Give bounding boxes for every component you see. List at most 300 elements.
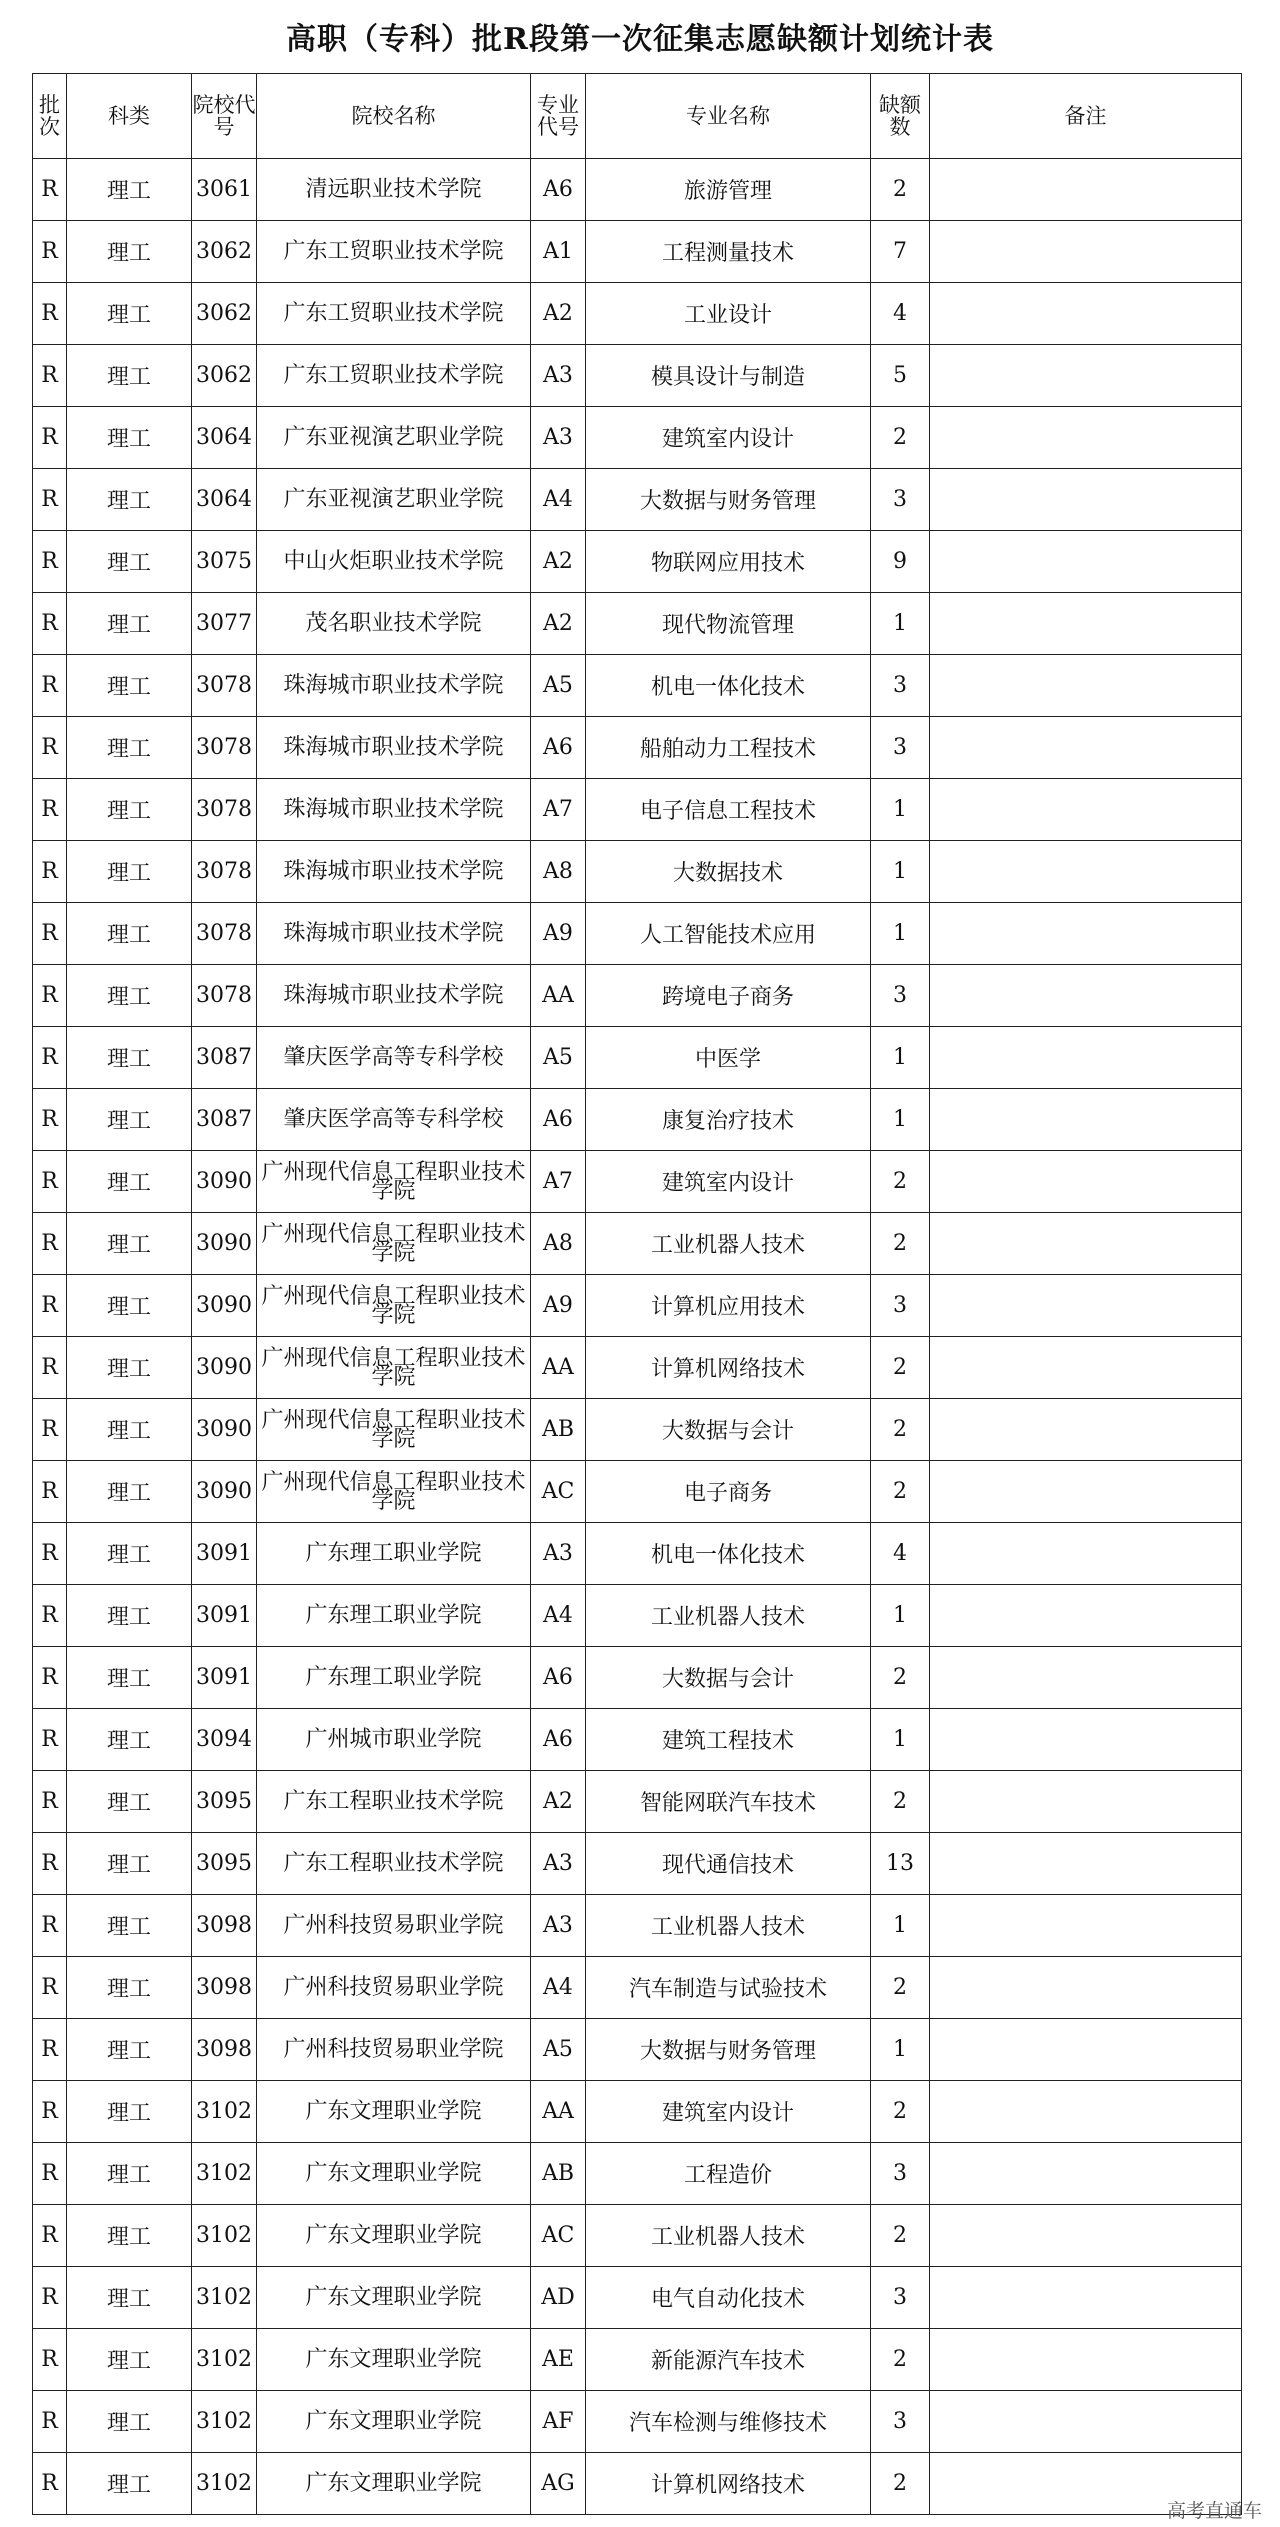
major-code-cell: AA [531, 965, 586, 1027]
batch-cell: R [33, 159, 67, 221]
school-code-cell: 3102 [192, 2391, 257, 2453]
school-name-cell: 珠海城市职业技术学院 [257, 903, 531, 965]
school-name-cell: 广东文理职业学院 [257, 2391, 531, 2453]
school-name-cell: 广东亚视演艺职业学院 [257, 407, 531, 469]
table-row [33, 1027, 1242, 1089]
vacancy-cell: 3 [871, 1275, 930, 1337]
major-name-cell: 智能网联汽车技术 [586, 1771, 871, 1833]
table-header-row [33, 74, 1242, 159]
batch-cell: R [33, 717, 67, 779]
category-cell: 理工 [67, 965, 192, 1027]
table-row [33, 2329, 1242, 2391]
major-name-cell: 工业机器人技术 [586, 2205, 871, 2267]
school-name-cell: 广东工贸职业技术学院 [257, 345, 531, 407]
major-code-cell: A3 [531, 1523, 586, 1585]
major-code-cell: A7 [531, 1151, 586, 1213]
remarks-cell [930, 1089, 1242, 1151]
batch-cell: R [33, 1275, 67, 1337]
school-name-cell: 广州现代信息工程职业技术学院 [257, 1461, 531, 1523]
table-row [33, 283, 1242, 345]
remarks-cell [930, 531, 1242, 593]
table-row [33, 779, 1242, 841]
remarks-cell [930, 655, 1242, 717]
table-row [33, 469, 1242, 531]
remarks-cell [930, 283, 1242, 345]
vacancy-cell: 7 [871, 221, 930, 283]
school-code-cell: 3091 [192, 1523, 257, 1585]
batch-cell: R [33, 1523, 67, 1585]
vacancy-cell: 3 [871, 2143, 930, 2205]
major-name-cell: 模具设计与制造 [586, 345, 871, 407]
batch-cell: R [33, 1771, 67, 1833]
major-code-cell: A1 [531, 221, 586, 283]
batch-cell: R [33, 1027, 67, 1089]
table-row [33, 965, 1242, 1027]
vacancy-cell: 2 [871, 159, 930, 221]
school-name-cell: 广州现代信息工程职业技术学院 [257, 1213, 531, 1275]
remarks-cell [930, 1337, 1242, 1399]
category-cell: 理工 [67, 593, 192, 655]
table-row [33, 593, 1242, 655]
table-row [33, 2391, 1242, 2453]
batch-cell: R [33, 1709, 67, 1771]
school-code-cell: 3094 [192, 1709, 257, 1771]
major-name-cell: 汽车制造与试验技术 [586, 1957, 871, 2019]
category-cell: 理工 [67, 2143, 192, 2205]
school-code-cell: 3075 [192, 531, 257, 593]
school-code-cell: 3102 [192, 2143, 257, 2205]
major-code-cell: A4 [531, 1585, 586, 1647]
vacancy-cell: 1 [871, 1895, 930, 1957]
vacancy-cell: 13 [871, 1833, 930, 1895]
table-row [33, 1213, 1242, 1275]
remarks-cell [930, 1895, 1242, 1957]
header-school-name: 院校名称 [257, 74, 531, 159]
major-code-cell: A2 [531, 593, 586, 655]
school-name-cell: 广东亚视演艺职业学院 [257, 469, 531, 531]
school-name-cell: 肇庆医学高等专科学校 [257, 1027, 531, 1089]
batch-cell: R [33, 2205, 67, 2267]
major-name-cell: 现代物流管理 [586, 593, 871, 655]
vacancy-cell: 3 [871, 655, 930, 717]
major-name-cell: 电子商务 [586, 1461, 871, 1523]
major-name-cell: 建筑室内设计 [586, 407, 871, 469]
major-code-cell: A6 [531, 717, 586, 779]
school-code-cell: 3064 [192, 407, 257, 469]
major-code-cell: AC [531, 2205, 586, 2267]
major-name-cell: 工程测量技术 [586, 221, 871, 283]
school-code-cell: 3078 [192, 903, 257, 965]
vacancy-cell: 4 [871, 1523, 930, 1585]
category-cell: 理工 [67, 407, 192, 469]
school-code-cell: 3098 [192, 2019, 257, 2081]
batch-cell: R [33, 779, 67, 841]
school-code-cell: 3090 [192, 1461, 257, 1523]
category-cell: 理工 [67, 2391, 192, 2453]
school-code-cell: 3090 [192, 1151, 257, 1213]
category-cell: 理工 [67, 1833, 192, 1895]
vacancy-cell: 2 [871, 2329, 930, 2391]
category-cell: 理工 [67, 469, 192, 531]
major-code-cell: A6 [531, 1709, 586, 1771]
remarks-cell [930, 1151, 1242, 1213]
school-name-cell: 广州科技贸易职业学院 [257, 1895, 531, 1957]
table-row [33, 407, 1242, 469]
school-name-cell: 广东文理职业学院 [257, 2205, 531, 2267]
major-code-cell: A7 [531, 779, 586, 841]
school-name-cell: 广东文理职业学院 [257, 2329, 531, 2391]
school-name-cell: 广东工贸职业技术学院 [257, 283, 531, 345]
major-name-cell: 大数据与财务管理 [586, 469, 871, 531]
vacancy-cell: 1 [871, 2019, 930, 2081]
category-cell: 理工 [67, 655, 192, 717]
remarks-cell [930, 1647, 1242, 1709]
remarks-cell [930, 2143, 1242, 2205]
major-name-cell: 机电一体化技术 [586, 1523, 871, 1585]
vacancy-cell: 1 [871, 779, 930, 841]
vacancy-cell: 2 [871, 2081, 930, 2143]
vacancy-cell: 2 [871, 1647, 930, 1709]
school-code-cell: 3061 [192, 159, 257, 221]
vacancy-cell: 3 [871, 469, 930, 531]
remarks-cell [930, 221, 1242, 283]
table-row [33, 903, 1242, 965]
major-code-cell: A2 [531, 283, 586, 345]
school-name-cell: 珠海城市职业技术学院 [257, 655, 531, 717]
category-cell: 理工 [67, 159, 192, 221]
table-row [33, 1709, 1242, 1771]
remarks-cell [930, 1213, 1242, 1275]
remarks-cell [930, 965, 1242, 1027]
school-code-cell: 3078 [192, 841, 257, 903]
watermark: 高考直通车 [1166, 2500, 1262, 2522]
major-name-cell: 人工智能技术应用 [586, 903, 871, 965]
table-row [33, 1833, 1242, 1895]
school-name-cell: 广州现代信息工程职业技术学院 [257, 1275, 531, 1337]
school-code-cell: 3064 [192, 469, 257, 531]
school-code-cell: 3095 [192, 1771, 257, 1833]
batch-cell: R [33, 841, 67, 903]
table-row [33, 2453, 1242, 2515]
batch-cell: R [33, 407, 67, 469]
school-code-cell: 3091 [192, 1585, 257, 1647]
school-code-cell: 3090 [192, 1337, 257, 1399]
vacancy-cell: 1 [871, 1585, 930, 1647]
school-code-cell: 3062 [192, 345, 257, 407]
major-code-cell: A4 [531, 469, 586, 531]
school-code-cell: 3090 [192, 1213, 257, 1275]
vacancy-cell: 9 [871, 531, 930, 593]
batch-cell: R [33, 2329, 67, 2391]
remarks-cell [930, 717, 1242, 779]
batch-cell: R [33, 1895, 67, 1957]
remarks-cell [930, 345, 1242, 407]
major-name-cell: 新能源汽车技术 [586, 2329, 871, 2391]
major-name-cell: 计算机网络技术 [586, 1337, 871, 1399]
category-cell: 理工 [67, 1523, 192, 1585]
remarks-cell [930, 1027, 1242, 1089]
major-name-cell: 建筑室内设计 [586, 1151, 871, 1213]
school-name-cell: 广东文理职业学院 [257, 2453, 531, 2515]
batch-cell: R [33, 2267, 67, 2329]
major-code-cell: A3 [531, 407, 586, 469]
table-row [33, 1523, 1242, 1585]
school-name-cell: 广东工程职业技术学院 [257, 1833, 531, 1895]
major-name-cell: 康复治疗技术 [586, 1089, 871, 1151]
major-code-cell: AA [531, 1337, 586, 1399]
batch-cell: R [33, 1399, 67, 1461]
batch-cell: R [33, 593, 67, 655]
major-name-cell: 船舶动力工程技术 [586, 717, 871, 779]
batch-cell: R [33, 1213, 67, 1275]
batch-cell: R [33, 903, 67, 965]
school-name-cell: 广东文理职业学院 [257, 2081, 531, 2143]
table-row [33, 1585, 1242, 1647]
school-name-cell: 广州现代信息工程职业技术学院 [257, 1151, 531, 1213]
school-name-cell: 珠海城市职业技术学院 [257, 965, 531, 1027]
major-code-cell: A9 [531, 903, 586, 965]
batch-cell: R [33, 283, 67, 345]
major-name-cell: 大数据技术 [586, 841, 871, 903]
remarks-cell [930, 1709, 1242, 1771]
category-cell: 理工 [67, 1151, 192, 1213]
table-row [33, 655, 1242, 717]
table-row [33, 1399, 1242, 1461]
school-code-cell: 3102 [192, 2205, 257, 2267]
major-code-cell: AF [531, 2391, 586, 2453]
major-name-cell: 跨境电子商务 [586, 965, 871, 1027]
major-code-cell: A5 [531, 1027, 586, 1089]
major-code-cell: A9 [531, 1275, 586, 1337]
vacancy-cell: 3 [871, 965, 930, 1027]
vacancy-cell: 1 [871, 903, 930, 965]
remarks-cell [930, 779, 1242, 841]
table-row [33, 1895, 1242, 1957]
category-cell: 理工 [67, 1275, 192, 1337]
school-code-cell: 3102 [192, 2453, 257, 2515]
vacancy-cell: 1 [871, 593, 930, 655]
school-name-cell: 广州科技贸易职业学院 [257, 1957, 531, 2019]
vacancy-cell: 2 [871, 1213, 930, 1275]
major-code-cell: A3 [531, 1895, 586, 1957]
school-code-cell: 3095 [192, 1833, 257, 1895]
category-cell: 理工 [67, 1957, 192, 2019]
remarks-cell [930, 1771, 1242, 1833]
major-name-cell: 建筑工程技术 [586, 1709, 871, 1771]
remarks-cell [930, 2205, 1242, 2267]
batch-cell: R [33, 2081, 67, 2143]
major-code-cell: AD [531, 2267, 586, 2329]
school-code-cell: 3090 [192, 1275, 257, 1337]
batch-cell: R [33, 1461, 67, 1523]
major-name-cell: 计算机网络技术 [586, 2453, 871, 2515]
category-cell: 理工 [67, 1709, 192, 1771]
category-cell: 理工 [67, 283, 192, 345]
category-cell: 理工 [67, 221, 192, 283]
major-name-cell: 工业机器人技术 [586, 1585, 871, 1647]
vacancy-cell: 2 [871, 1151, 930, 1213]
batch-cell: R [33, 345, 67, 407]
category-cell: 理工 [67, 1213, 192, 1275]
remarks-cell [930, 1461, 1242, 1523]
school-code-cell: 3062 [192, 283, 257, 345]
batch-cell: R [33, 1585, 67, 1647]
vacancy-cell: 1 [871, 1709, 930, 1771]
school-name-cell: 清远职业技术学院 [257, 159, 531, 221]
vacancy-cell: 2 [871, 1771, 930, 1833]
vacancy-cell: 3 [871, 717, 930, 779]
batch-cell: R [33, 2391, 67, 2453]
major-code-cell: A6 [531, 1647, 586, 1709]
major-name-cell: 工业机器人技术 [586, 1213, 871, 1275]
table-row [33, 2019, 1242, 2081]
batch-cell: R [33, 1957, 67, 2019]
remarks-cell [930, 469, 1242, 531]
major-name-cell: 汽车检测与维修技术 [586, 2391, 871, 2453]
vacancy-cell: 2 [871, 1337, 930, 1399]
remarks-cell [930, 407, 1242, 469]
major-code-cell: A3 [531, 345, 586, 407]
major-code-cell: A5 [531, 2019, 586, 2081]
school-code-cell: 3087 [192, 1027, 257, 1089]
category-cell: 理工 [67, 2019, 192, 2081]
vacancy-cell: 2 [871, 1461, 930, 1523]
category-cell: 理工 [67, 779, 192, 841]
school-name-cell: 广东文理职业学院 [257, 2143, 531, 2205]
table-row [33, 1151, 1242, 1213]
major-code-cell: AB [531, 2143, 586, 2205]
header-remarks: 备注 [930, 74, 1242, 159]
remarks-cell [930, 2391, 1242, 2453]
category-cell: 理工 [67, 1399, 192, 1461]
category-cell: 理工 [67, 2205, 192, 2267]
table-row [33, 159, 1242, 221]
school-code-cell: 3098 [192, 1895, 257, 1957]
major-code-cell: AC [531, 1461, 586, 1523]
category-cell: 理工 [67, 841, 192, 903]
major-name-cell: 工业设计 [586, 283, 871, 345]
category-cell: 理工 [67, 1461, 192, 1523]
major-code-cell: AA [531, 2081, 586, 2143]
vacancy-cell: 2 [871, 1399, 930, 1461]
school-name-cell: 广州城市职业学院 [257, 1709, 531, 1771]
category-cell: 理工 [67, 1027, 192, 1089]
major-name-cell: 物联网应用技术 [586, 531, 871, 593]
batch-cell: R [33, 1833, 67, 1895]
remarks-cell [930, 2329, 1242, 2391]
header-batch: 批次 [33, 74, 67, 159]
school-code-cell: 3091 [192, 1647, 257, 1709]
vacancy-cell: 2 [871, 407, 930, 469]
table-row [33, 1957, 1242, 2019]
school-code-cell: 3078 [192, 779, 257, 841]
category-cell: 理工 [67, 1089, 192, 1151]
batch-cell: R [33, 1089, 67, 1151]
major-name-cell: 电子信息工程技术 [586, 779, 871, 841]
major-code-cell: A6 [531, 159, 586, 221]
category-cell: 理工 [67, 717, 192, 779]
major-code-cell: A3 [531, 1833, 586, 1895]
remarks-cell [930, 841, 1242, 903]
remarks-cell [930, 1275, 1242, 1337]
remarks-cell [930, 2019, 1242, 2081]
category-cell: 理工 [67, 1585, 192, 1647]
table-row [33, 2205, 1242, 2267]
category-cell: 理工 [67, 2329, 192, 2391]
batch-cell: R [33, 2453, 67, 2515]
major-code-cell: A2 [531, 531, 586, 593]
school-name-cell: 珠海城市职业技术学院 [257, 717, 531, 779]
major-code-cell: AG [531, 2453, 586, 2515]
school-name-cell: 广东理工职业学院 [257, 1585, 531, 1647]
batch-cell: R [33, 2143, 67, 2205]
major-name-cell: 中医学 [586, 1027, 871, 1089]
table-row [33, 345, 1242, 407]
school-name-cell: 广东文理职业学院 [257, 2267, 531, 2329]
remarks-cell [930, 1523, 1242, 1585]
school-name-cell: 广东理工职业学院 [257, 1523, 531, 1585]
header-school-code: 院校代号 [192, 74, 257, 159]
school-code-cell: 3090 [192, 1399, 257, 1461]
major-name-cell: 旅游管理 [586, 159, 871, 221]
school-name-cell: 肇庆医学高等专科学校 [257, 1089, 531, 1151]
school-name-cell: 广州现代信息工程职业技术学院 [257, 1337, 531, 1399]
batch-cell: R [33, 965, 67, 1027]
major-name-cell: 建筑室内设计 [586, 2081, 871, 2143]
remarks-cell [930, 1585, 1242, 1647]
remarks-cell [930, 903, 1242, 965]
vacancy-cell: 3 [871, 2391, 930, 2453]
major-code-cell: A4 [531, 1957, 586, 2019]
category-cell: 理工 [67, 903, 192, 965]
remarks-cell [930, 159, 1242, 221]
category-cell: 理工 [67, 1771, 192, 1833]
vacancy-cell: 2 [871, 1957, 930, 2019]
vacancy-cell: 1 [871, 1089, 930, 1151]
vacancy-cell: 1 [871, 841, 930, 903]
table-row [33, 221, 1242, 283]
remarks-cell [930, 1399, 1242, 1461]
major-name-cell: 电气自动化技术 [586, 2267, 871, 2329]
school-code-cell: 3098 [192, 1957, 257, 2019]
remarks-cell [930, 593, 1242, 655]
major-name-cell: 工程造价 [586, 2143, 871, 2205]
major-code-cell: A8 [531, 841, 586, 903]
batch-cell: R [33, 655, 67, 717]
table-row [33, 531, 1242, 593]
major-name-cell: 机电一体化技术 [586, 655, 871, 717]
table-row [33, 1771, 1242, 1833]
table-row [33, 2267, 1242, 2329]
table-row [33, 841, 1242, 903]
batch-cell: R [33, 531, 67, 593]
category-cell: 理工 [67, 1337, 192, 1399]
school-code-cell: 3078 [192, 655, 257, 717]
school-name-cell: 广东理工职业学院 [257, 1647, 531, 1709]
major-name-cell: 现代通信技术 [586, 1833, 871, 1895]
major-code-cell: AB [531, 1399, 586, 1461]
category-cell: 理工 [67, 2267, 192, 2329]
table-row [33, 2081, 1242, 2143]
school-code-cell: 3087 [192, 1089, 257, 1151]
school-name-cell: 广东工程职业技术学院 [257, 1771, 531, 1833]
school-name-cell: 茂名职业技术学院 [257, 593, 531, 655]
category-cell: 理工 [67, 345, 192, 407]
table-row [33, 1089, 1242, 1151]
major-name-cell: 大数据与会计 [586, 1399, 871, 1461]
major-code-cell: A8 [531, 1213, 586, 1275]
vacancy-cell: 4 [871, 283, 930, 345]
